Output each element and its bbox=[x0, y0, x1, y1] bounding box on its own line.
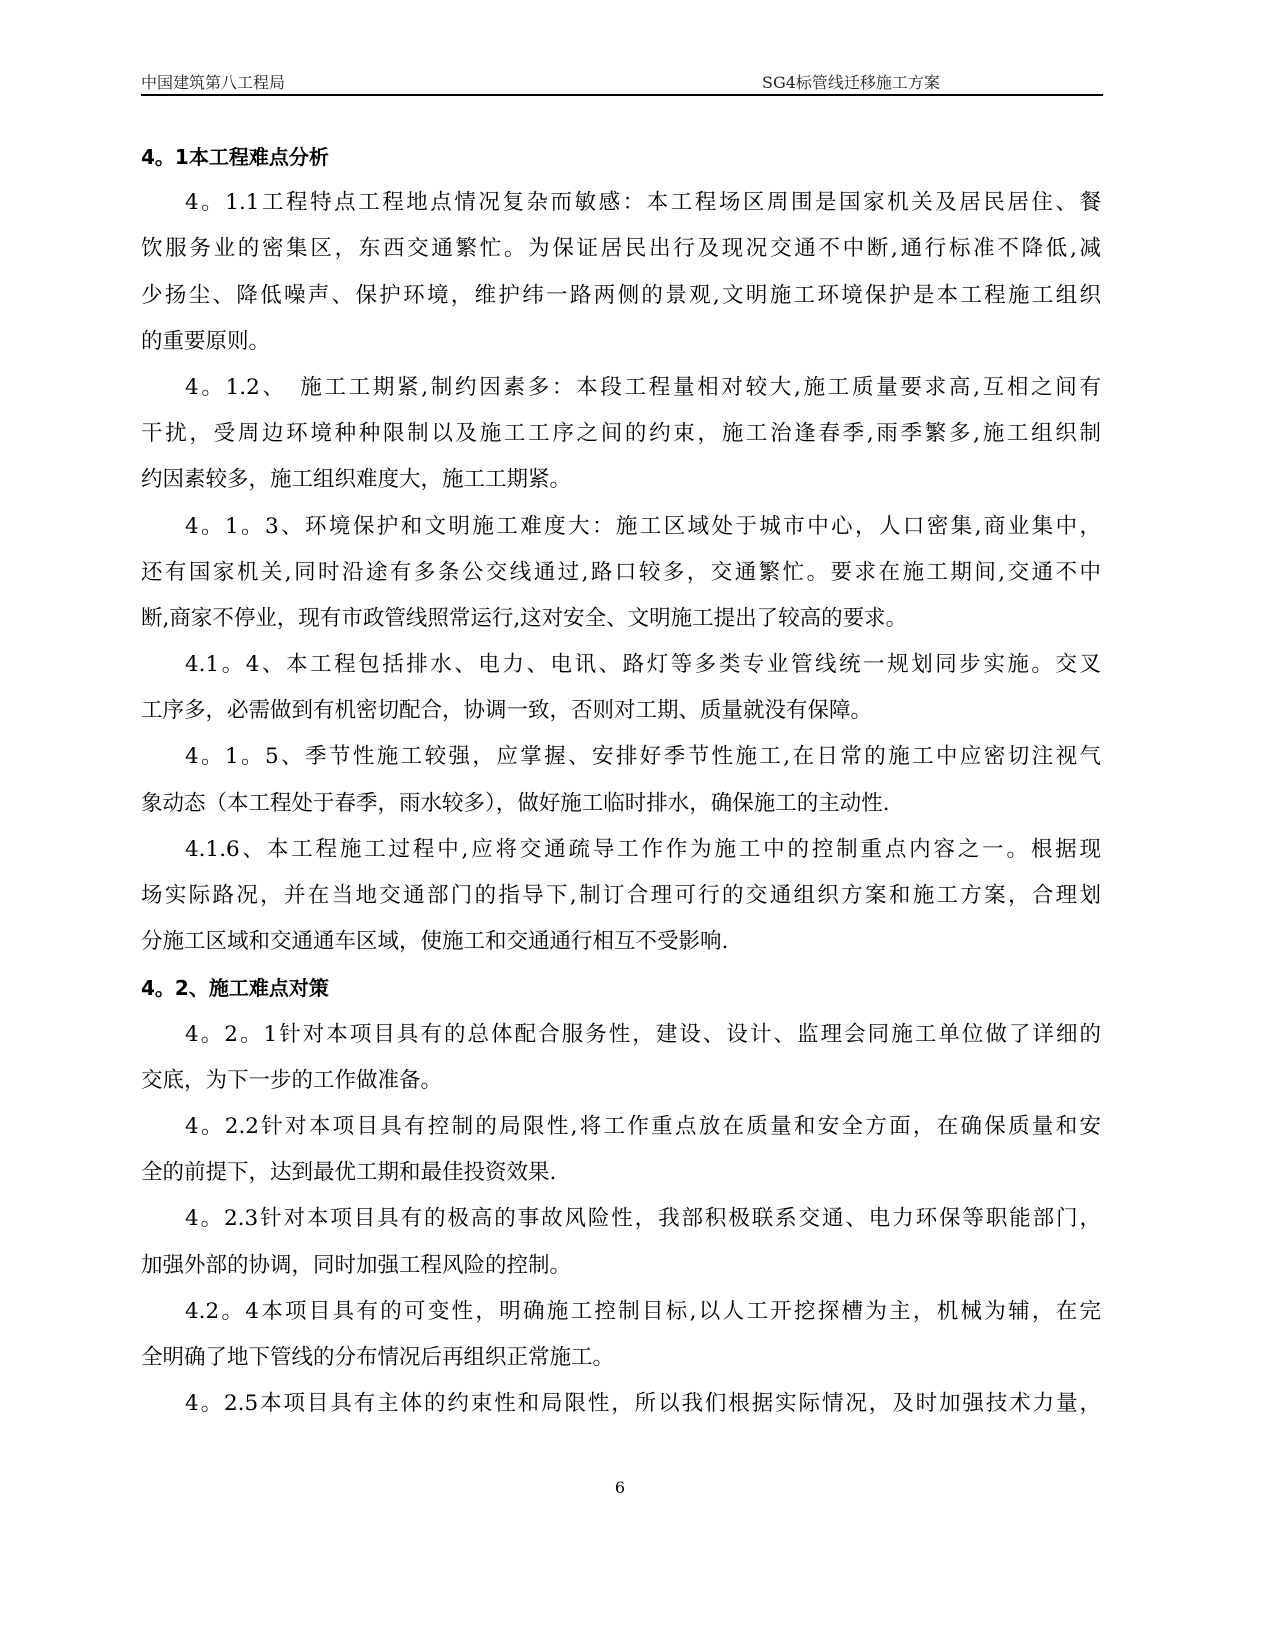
paragraph-line: 4。2.5本项目具有主体的约束性和局限性，所以我们根据实际情况，及时加强技术力量， bbox=[185, 1391, 1101, 1417]
paragraph bbox=[141, 1381, 1101, 1427]
paragraph bbox=[141, 1012, 1101, 1104]
paragraph-line: 全的前提下，达到最优工期和最佳投资效果. bbox=[141, 1160, 557, 1186]
paragraph-line: 象动态（本工程处于春季，雨水较多），做好施工临时排水，确保施工的主动性. bbox=[141, 790, 890, 816]
section-heading bbox=[141, 965, 1101, 1011]
paragraph bbox=[141, 180, 1101, 365]
paragraph-line: 交底，为下一步的工作做准备。 bbox=[141, 1067, 443, 1093]
paragraph bbox=[141, 1196, 1101, 1288]
paragraph bbox=[141, 504, 1101, 643]
header-left: 中国建筑第八工程局 bbox=[141, 73, 286, 92]
paragraph bbox=[141, 1104, 1101, 1196]
paragraph-line: 4。1。3、环境保护和文明施工难度大：施工区域处于城市中心，人口密集,商业集中， bbox=[185, 513, 1101, 539]
paragraph bbox=[141, 365, 1101, 504]
paragraph bbox=[141, 734, 1101, 826]
paragraph-line: 的重要原则。 bbox=[141, 328, 271, 354]
paragraph bbox=[141, 827, 1101, 966]
paragraph-line: 4。1.1工程特点工程地点情况复杂而敏感：本工程场区周围是国家机关及居民居住、餐 bbox=[185, 190, 1101, 216]
paragraph-line: 干扰，受周边环境种种限制以及施工工序之间的约束，施工治逢春季,雨季繁多,施工组织制 bbox=[141, 421, 1101, 447]
document-body bbox=[141, 134, 1101, 1427]
paragraph-line: 工序多，必需做到有机密切配合，协调一致，否则对工期、质量就没有保障。 bbox=[141, 698, 873, 724]
paragraph-line: 4.1。4、本工程包括排水、电力、电讯、路灯等多类专业管线统一规划同步实施。交叉 bbox=[185, 652, 1101, 678]
paragraph-line: 加强外部的协调，同时加强工程风险的控制。 bbox=[141, 1252, 572, 1278]
page-number: 6 bbox=[614, 1478, 626, 1497]
paragraph bbox=[141, 642, 1101, 734]
paragraph-line: 少扬尘、降低噪声、保护环境，维护纬一路两侧的景观,文明施工环境保护是本工程施工组织 bbox=[141, 282, 1101, 308]
paragraph-line: 场实际路况，并在当地交通部门的指导下,制订合理可行的交通组织方案和施工方案，合理划 bbox=[141, 883, 1101, 908]
paragraph-line: 断,商家不停业，现有市政管线照常运行,这对安全、文明施工提出了较高的要求。 bbox=[141, 605, 908, 631]
header-right: SG4标管线迁移施工方案 bbox=[762, 73, 940, 92]
paragraph-line: 饮服务业的密集区，东西交通繁忙。为保证居民出行及现况交通不中断,通行标准不降低,减 bbox=[141, 236, 1101, 262]
paragraph-line: 4。2.2针对本项目具有控制的局限性,将工作重点放在质量和安全方面，在确保质量和安 bbox=[185, 1113, 1101, 1139]
paragraph-line: 4。1.2、 施工工期紧,制约因素多：本段工程量相对较大,施工质量要求高,互相之间有 bbox=[185, 374, 1101, 400]
paragraph-line: 还有国家机关,同时沿途有多条公交线通过,路口较多，交通繁忙。要求在施工期间,交通不中 bbox=[141, 559, 1101, 585]
heading-text: 4。1本工程难点分析 bbox=[141, 145, 329, 169]
paragraph-line: 全明确了地下管线的分布情况后再组织正常施工。 bbox=[141, 1344, 615, 1370]
paragraph bbox=[141, 1289, 1101, 1381]
section-heading bbox=[141, 134, 1101, 180]
paragraph-line: 约因素较多，施工组织难度大，施工工期紧。 bbox=[141, 467, 572, 493]
header-rule bbox=[141, 94, 1103, 96]
paragraph-line: 4。2。1针对本项目具有的总体配合服务性，建设、设计、监理会同施工单位做了详细的 bbox=[185, 1021, 1101, 1047]
paragraph-line: 4.1.6、本工程施工过程中,应将交通疏导工作作为施工中的控制重点内容之一。根据现 bbox=[185, 836, 1101, 862]
paragraph-line: 4。1。5、季节性施工较强，应掌握、安排好季节性施工,在日常的施工中应密切注视气 bbox=[185, 744, 1101, 770]
heading-text: 4。2、施工难点对策 bbox=[141, 976, 329, 1001]
paragraph-line: 4.2。4本项目具有的可变性，明确施工控制目标,以人工开挖探槽为主，机械为辅，在完 bbox=[185, 1298, 1101, 1324]
paragraph-line: 4。2.3针对本项目具有的极高的事故风险性，我部积极联系交通、电力环保等职能部门， bbox=[185, 1206, 1101, 1232]
paragraph-line: 分施工区域和交通通车区域，使施工和交通通行相互不受影响. bbox=[141, 929, 729, 955]
